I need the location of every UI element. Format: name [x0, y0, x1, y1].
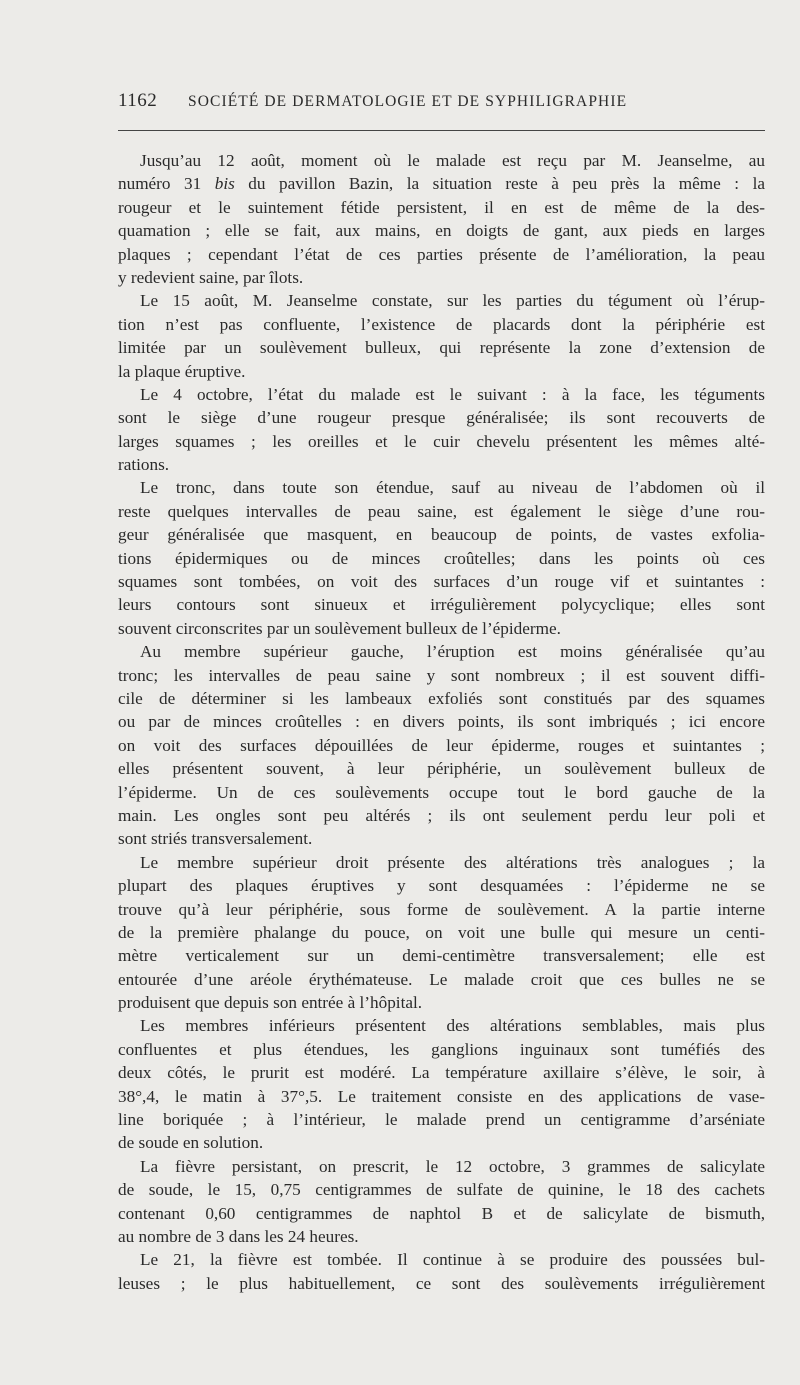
text-line: reste quelques intervalles de peau saine, est également le siège d’une rou-: [118, 501, 765, 521]
text-line: quamation ; elle se fait, aux mains, en doigts de gant, aux pieds en larges: [118, 221, 765, 241]
paragraph: [118, 476, 765, 640]
text-line: larges squames ; les oreilles et le cuir chevelu présentent les mêmes alté-: [118, 431, 765, 451]
text-line: 38°,4, le matin à 37°,5. Le traitement consiste en des applications de vase-: [118, 1086, 765, 1106]
text-line: de soude en solution.: [118, 1133, 264, 1153]
text-line: main. Les ongles sont peu altérés ; ils ont seulement perdu leur poli et: [118, 805, 765, 825]
text-line: limitée par un soulèvement bulleux, qui représente la zone d’extension de: [118, 338, 765, 358]
text-line: leuses ; le plus habituellement, ce sont des soulèvements irrégulièrement: [118, 1273, 765, 1293]
text-line: souvent circonscrites par un soulèvement bulleux de l’épiderme.: [118, 618, 561, 638]
header-rule: [118, 130, 765, 131]
paragraph: [118, 149, 765, 289]
text-line: de soude, le 15, 0,75 centigrammes de sulfate de quinine, le 18 des cachets: [118, 1180, 765, 1200]
paragraph: [118, 851, 765, 1015]
text-line: Le 15 août, M. Jeanselme constate, sur les parties du tégument où l’érup-: [140, 291, 765, 311]
text-line: confluentes et plus étendues, les ganglions inguinaux sont tuméfiés des: [118, 1039, 765, 1059]
page-number: 1162: [118, 90, 158, 111]
text-line: rougeur et le suintement fétide persistent, il en est de même de la des-: [118, 197, 765, 217]
text-line: sont striés transversalement.: [118, 829, 313, 849]
paragraph: [118, 1155, 765, 1249]
paragraph: [118, 289, 765, 383]
page-header: [118, 90, 765, 114]
paragraph: [118, 1014, 765, 1154]
text-span: du pavillon Bazin, la situation reste à peu près la même : la: [234, 174, 765, 194]
text-line: tions épidermiques ou de minces croûtelles; dans les points où ces: [118, 548, 765, 568]
italic-text: bis: [214, 174, 235, 194]
text-line: on voit des surfaces dépouillées de leur épiderme, rouges et suintantes ;: [118, 735, 765, 755]
text-span: numéro 31: [118, 174, 215, 194]
text-line: Le 21, la fièvre est tombée. Il continue à se produire des poussées bul-: [140, 1250, 765, 1270]
text-line: plaques ; cependant l’état de ces parties présente de l’amélioration, la peau: [118, 244, 765, 264]
text-line: Le membre supérieur droit présente des altérations très analogues ; la: [140, 852, 765, 872]
paragraph: [118, 1248, 765, 1295]
text-line: au nombre de 3 dans les 24 heures.: [118, 1226, 359, 1246]
text-line: sont le siège d’une rougeur presque généralisée; ils sont recouverts de: [118, 408, 765, 428]
running-title: SOCIÉTÉ DE DERMATOLOGIE ET DE SYPHILIGRAPHIE: [188, 93, 628, 110]
text-line: la plaque éruptive.: [118, 361, 246, 381]
paragraph: [118, 640, 765, 851]
text-line: trouve qu’à leur périphérie, sous forme de soulèvement. A la partie interne: [118, 899, 765, 919]
text-line: elles présentent souvent, à leur périphérie, un soulèvement bulleux de: [118, 759, 765, 779]
text-line: plupart des plaques éruptives y sont desquamées : l’épiderme ne se: [118, 876, 765, 896]
text-line: tion n’est pas confluente, l’existence de placards dont la périphérie est: [118, 314, 765, 334]
text-line: Le tronc, dans toute son étendue, sauf au niveau de l’abdomen où il: [140, 478, 765, 498]
text-line: contenant 0,60 centigrammes de naphtol B et de salicylate de bismuth,: [118, 1203, 765, 1223]
text-line: ou par de minces croûtelles : en divers points, ils sont imbriqués ; ici encore: [118, 712, 765, 732]
text-line: Au membre supérieur gauche, l’éruption est moins généralisée qu’au: [140, 642, 765, 662]
text-line: cile de déterminer si les lambeaux exfoliés sont constitués par des squames: [118, 688, 765, 708]
text-line: Les membres inférieurs présentent des altérations semblables, mais plus: [140, 1016, 765, 1036]
text-line: mètre verticalement sur un demi-centimètre transversalement; elle est: [118, 946, 765, 966]
text-line: produisent que depuis son entrée à l’hôpital.: [118, 993, 423, 1013]
text-line: geur généralisée que masquent, en beaucoup de points, de vastes exfolia-: [118, 525, 765, 545]
text-line: leurs contours sont sinueux et irrégulièrement polycyclique; elles sont: [118, 595, 765, 615]
text-line: l’épiderme. Un de ces soulèvements occupe tout le bord gauche de la: [118, 782, 765, 802]
text-line: entourée d’une aréole érythémateuse. Le malade croit que ces bulles ne se: [118, 969, 765, 989]
text-line: de la première phalange du pouce, on voit une bulle qui mesure un centi-: [118, 922, 765, 942]
text-line: Jusqu’au 12 août, moment où le malade est reçu par M. Jeanselme, au: [140, 151, 765, 170]
text-line: deux côtés, le prurit est modéré. La température axillaire s’élève, le soir, à: [118, 1063, 765, 1083]
body-text: [118, 149, 765, 1295]
paragraph: [118, 383, 765, 477]
text-line: y redevient saine, par îlots.: [118, 267, 304, 287]
text-line: Le 4 octobre, l’état du malade est le suivant : à la face, les téguments: [140, 384, 765, 404]
text-line: rations.: [118, 455, 170, 475]
text-line: La fièvre persistant, on prescrit, le 12 octobre, 3 grammes de salicylate: [140, 1156, 765, 1176]
text-line: squames sont tombées, on voit des surfaces d’un rouge vif et suintantes :: [118, 572, 765, 592]
text-line: tronc; les intervalles de peau saine y sont nombreux ; il est souvent diffi-: [118, 665, 765, 685]
text-line: line boriquée ; à l’intérieur, le malade prend un centigramme d’arséniate: [118, 1110, 765, 1130]
text-line: [118, 172, 765, 195]
